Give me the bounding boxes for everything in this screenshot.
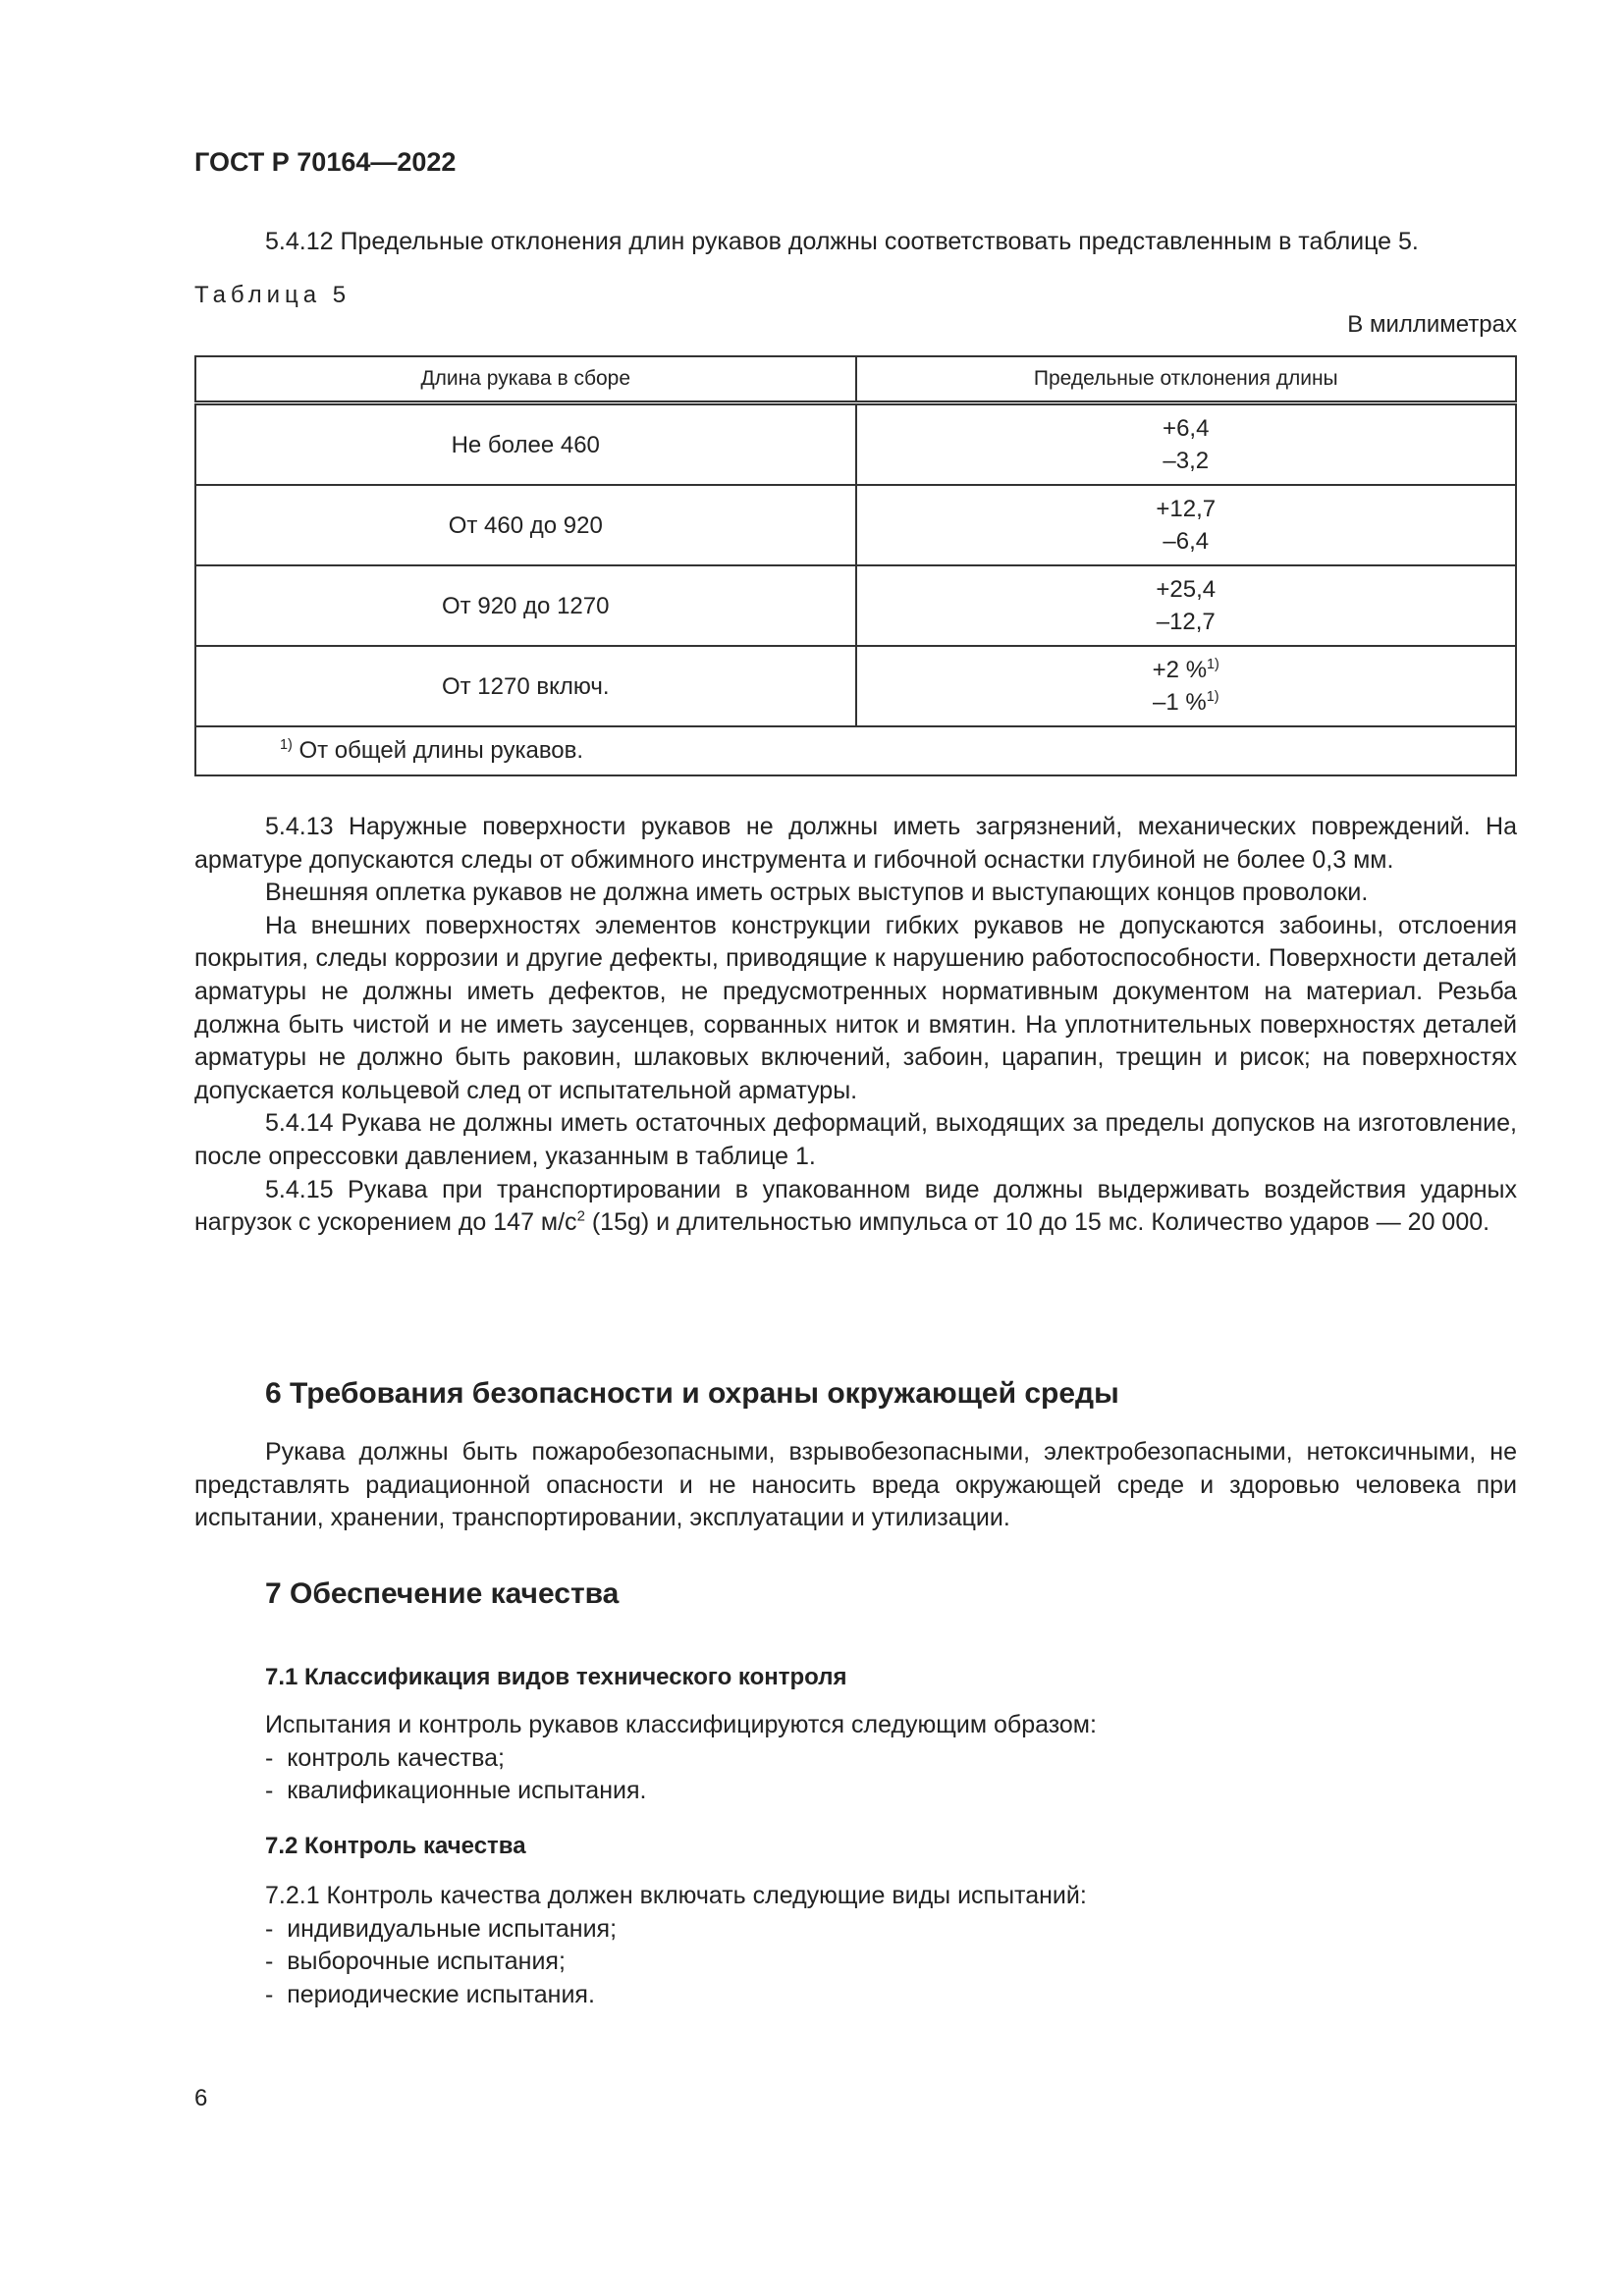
superscript: 2 <box>576 1207 585 1225</box>
column-header: Длина рукава в сборе <box>195 356 856 403</box>
deviation-cell <box>856 485 1517 565</box>
table-units: В миллиметрах <box>1347 311 1517 338</box>
minus-deviation: –6,4 <box>1163 528 1210 555</box>
footnote-text: От общей длины рукавов. <box>298 737 584 764</box>
plus-deviation <box>857 654 1516 686</box>
paragraph: 5.4.14 Рукава не должны иметь остаточных деформаций, выходящих за пределы допусков на изготовление, после опрессовки давлением, указанным в таблице 1. <box>194 1109 1517 1170</box>
plus-value: +2 % <box>1152 657 1208 683</box>
table-row <box>195 646 1516 726</box>
document-header: ГОСТ Р 70164—2022 <box>194 147 457 177</box>
intro-text: 7.2.1 Контроль качества должен включать следующие виды испытаний: <box>265 1882 1087 1909</box>
paragraph: Внешняя оплетка рукавов не должна иметь острых выступов и выступающих концов проволоки. <box>265 879 1369 907</box>
minus-deviation: –3,2 <box>1163 448 1210 474</box>
minus-deviation <box>857 686 1516 719</box>
table-5 <box>194 355 1517 776</box>
paragraph-5-4-12 <box>194 226 1517 259</box>
length-cell: От 1270 включ. <box>195 646 856 726</box>
list-item: - периодические испытания. <box>265 1980 595 2008</box>
table-row <box>195 565 1516 646</box>
table-footnote <box>195 726 1516 775</box>
table-header-row <box>195 356 1516 403</box>
footnote-mark: 1) <box>1206 689 1219 705</box>
footnote-mark: 1) <box>280 737 293 753</box>
minus-deviation: –12,7 <box>1156 609 1216 635</box>
list-item: - индивидуальные испытания; <box>265 1914 618 1943</box>
plus-deviation: +6,4 <box>1163 415 1210 442</box>
list-item: - контроль качества; <box>265 1743 505 1772</box>
page-number: 6 <box>194 2085 208 2111</box>
intro-text: Испытания и контроль рукавов классифицируются следующим образом: <box>265 1711 1097 1738</box>
list-item: - квалификационные испытания. <box>265 1777 647 1805</box>
section-6-body <box>194 1436 1517 1535</box>
section-7-2-body <box>265 1880 1087 2011</box>
paragraph-text: 5.4.12 Предельные отклонения длин рукавов должны соответствовать представленным в таблице 5. <box>265 228 1419 255</box>
paragraph: Рукава должны быть пожаробезопасными, взрывобезопасными, электробезопасными, нетоксичными, не представлять радиационной опасности и не наносить вреда окружающей среде и здоровью человека при испытании, хранении, транспортировании, эксплуатации и утилизации. <box>194 1438 1517 1532</box>
plus-deviation: +12,7 <box>1156 496 1217 522</box>
text: (15g) и длительностью импульса от 10 до 15 мс. Количество ударов — 20 000. <box>584 1208 1490 1237</box>
deviation-cell <box>856 403 1517 486</box>
minus-value: –1 % <box>1153 689 1207 716</box>
list-item: - выборочные испытания; <box>265 1948 566 1976</box>
table-row <box>195 485 1516 565</box>
footnote-mark: 1) <box>1207 657 1219 672</box>
section-7-1-body <box>265 1709 1097 1808</box>
plus-deviation: +25,4 <box>1156 576 1217 603</box>
table-footnote-row <box>195 726 1516 775</box>
section-7-heading: 7 Обеспечение качества <box>265 1577 620 1610</box>
length-cell: Не более 460 <box>195 403 856 486</box>
deviation-cell <box>856 565 1517 646</box>
paragraph: На внешних поверхностях элементов конструкции гибких рукавов не допускаются забоины, отслоения покрытия, следы коррозии и другие дефекты, приводящие к нарушению работоспособности. Поверхности деталей арматуры не должны иметь дефектов, не предусмотренных нормативным документом на материал. Резьба должна быть чистой и не иметь заусенцев, сорванных ниток и вмятин. На уплотнительных поверхностях деталей арматуры не должно быть раковин, шлаковых включений, забоин, царапин, трещин и рисок; на поверхностях допускается кольцевой след от испытательной арматуры. <box>194 911 1517 1104</box>
table-caption: Таблица 5 <box>194 282 352 308</box>
column-header: Предельные отклонения длины <box>856 356 1517 403</box>
paragraph-5-4-15 <box>194 1174 1517 1240</box>
length-cell: От 920 до 1270 <box>195 565 856 646</box>
section-5-4-13-15 <box>194 811 1517 1240</box>
section-7-1-heading: 7.1 Классификация видов технического контроля <box>265 1664 847 1690</box>
length-cell: От 460 до 920 <box>195 485 856 565</box>
text: 5.4.15 Рукава при транспортировании в упакованном виде должны выдерживать воздействия ударных нагрузок с ускорением до 147 м/с <box>194 1175 1517 1237</box>
paragraph: 5.4.13 Наружные поверхности рукавов не должны иметь загрязнений, механических повреждений. На арматуре допускаются следы от обжимного инструмента и гибочной оснастки глубиной не более 0,3 мм. <box>194 813 1517 874</box>
table-row <box>195 403 1516 486</box>
deviation-cell <box>856 646 1517 726</box>
section-7-2-heading: 7.2 Контроль качества <box>265 1833 526 1859</box>
section-6-heading: 6 Требования безопасности и охраны окружающей среды <box>265 1377 1119 1410</box>
